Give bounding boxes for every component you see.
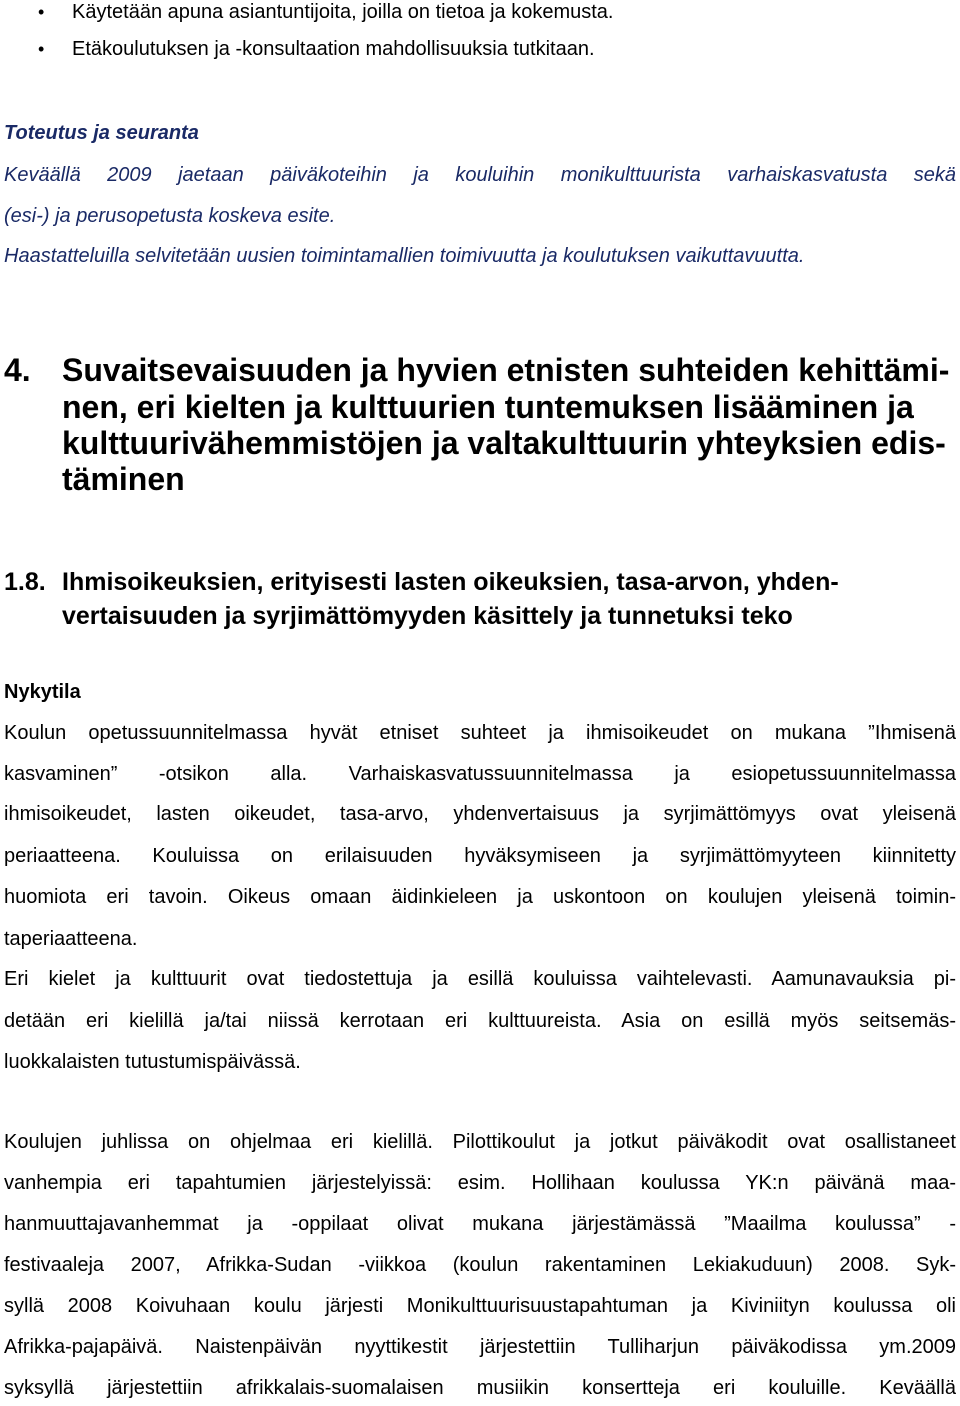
paragraph-line: syksyllä järjestettiin afrikkalais-suomalaisen musiikin konsertteja eri kouluille. Keväällä <box>4 1377 956 1399</box>
section-number: 1.8. <box>4 568 46 596</box>
paragraph-line: huomiota eri tavoin. Oikeus omaan äidinkieleen ja uskontoon on koulujen yleisenä toimin- <box>4 886 956 908</box>
paragraph-line: kasvaminen” -otsikon alla. Varhaiskasvatussuunnitelmassa ja esiopetussuunnitelmassa <box>4 763 956 785</box>
toteutus-line: Haastatteluilla selvitetään uusien toimintamallien toimivuutta ja koulutuksen vaikuttavuutta. <box>4 245 805 267</box>
bullet-item: Käytetään apuna asiantuntijoita, joilla on tietoa ja kokemusta. <box>72 1 614 23</box>
paragraph-line: Koulujen juhlissa on ohjelmaa eri kielillä. Pilottikoulut ja jotkut päiväkodit ovat osallistaneet <box>4 1131 956 1153</box>
toteutus-line: Keväällä 2009 jaetaan päiväkoteihin ja kouluihin monikulttuurista varhaiskasvatusta sekä <box>4 164 956 186</box>
paragraph-line: hanmuuttajavanhemmat ja -oppilaat olivat mukana järjestämässä ”Maailma koulussa” - <box>4 1213 956 1235</box>
heading-line: Ihmisoikeuksien, erityisesti lasten oikeuksien, tasa-arvon, yhden- <box>62 568 839 596</box>
paragraph-line: Afrikka-pajapäivä. Naistenpäivän nyyttikestit järjestettiin Tulliharjun päiväkodissa ym.2009 <box>4 1336 956 1358</box>
heading-line: vertaisuuden ja syrjimättömyyden käsittely ja tunnetuksi teko <box>62 602 793 630</box>
section-number: 4. <box>4 352 31 388</box>
heading-line: Suvaitsevaisuuden ja hyvien etnisten suhteiden kehittämi- <box>62 352 950 388</box>
heading-line: nen, eri kielten ja kulttuurien tuntemuksen lisääminen ja <box>62 389 914 425</box>
paragraph-line: festivaaleja 2007, Afrikka-Sudan -viikkoa (koulun rakentaminen Lekiakuduun) 2008. Syk- <box>4 1254 956 1276</box>
paragraph-line: luokkalaisten tutustumispäivässä. <box>4 1051 301 1073</box>
paragraph-line: detään eri kielillä ja/tai niissä kerrotaan eri kulttuureista. Asia on esillä myös seitsemäs- <box>4 1010 956 1032</box>
paragraph-line: Eri kielet ja kulttuurit ovat tiedostettuja ja esillä kouluissa vaihtelevasti. Aamunavauksia pi- <box>4 968 956 990</box>
bullet-dot-icon: • <box>38 39 45 59</box>
heading-line: täminen <box>62 461 185 497</box>
nykytila-heading: Nykytila <box>4 681 81 703</box>
heading-line: kulttuurivähemmistöjen ja valtakulttuurin yhteyksien edis- <box>62 425 946 461</box>
toteutus-line: (esi-) ja perusopetusta koskeva esite. <box>4 205 336 227</box>
paragraph-line: Koulun opetussuunnitelmassa hyvät etniset suhteet ja ihmisoikeudet on mukana ”Ihmisenä <box>4 722 956 744</box>
paragraph-line: periaatteena. Kouluissa on erilaisuuden hyväksymiseen ja syrjimättömyyteen kiinnitetty <box>4 845 956 867</box>
bullet-item: Etäkoulutuksen ja -konsultaation mahdollisuuksia tutkitaan. <box>72 38 595 60</box>
paragraph-line: vanhempia eri tapahtumien järjestelyissä: esim. Hollihaan koulussa YK:n päivänä maa- <box>4 1172 956 1194</box>
paragraph-line: taperiaatteena. <box>4 928 138 950</box>
paragraph-line: syllä 2008 Koivuhaan koulu järjesti Monikulttuurisuustapahtuman ja Kiviniityn koulussa oli <box>4 1295 956 1317</box>
toteutus-heading: Toteutus ja seuranta <box>4 122 199 144</box>
bullet-dot-icon: • <box>38 2 45 22</box>
paragraph-line: ihmisoikeudet, lasten oikeudet, tasa-arvo, yhdenvertaisuus ja syrjimättömyys ovat yleisenä <box>4 803 956 825</box>
